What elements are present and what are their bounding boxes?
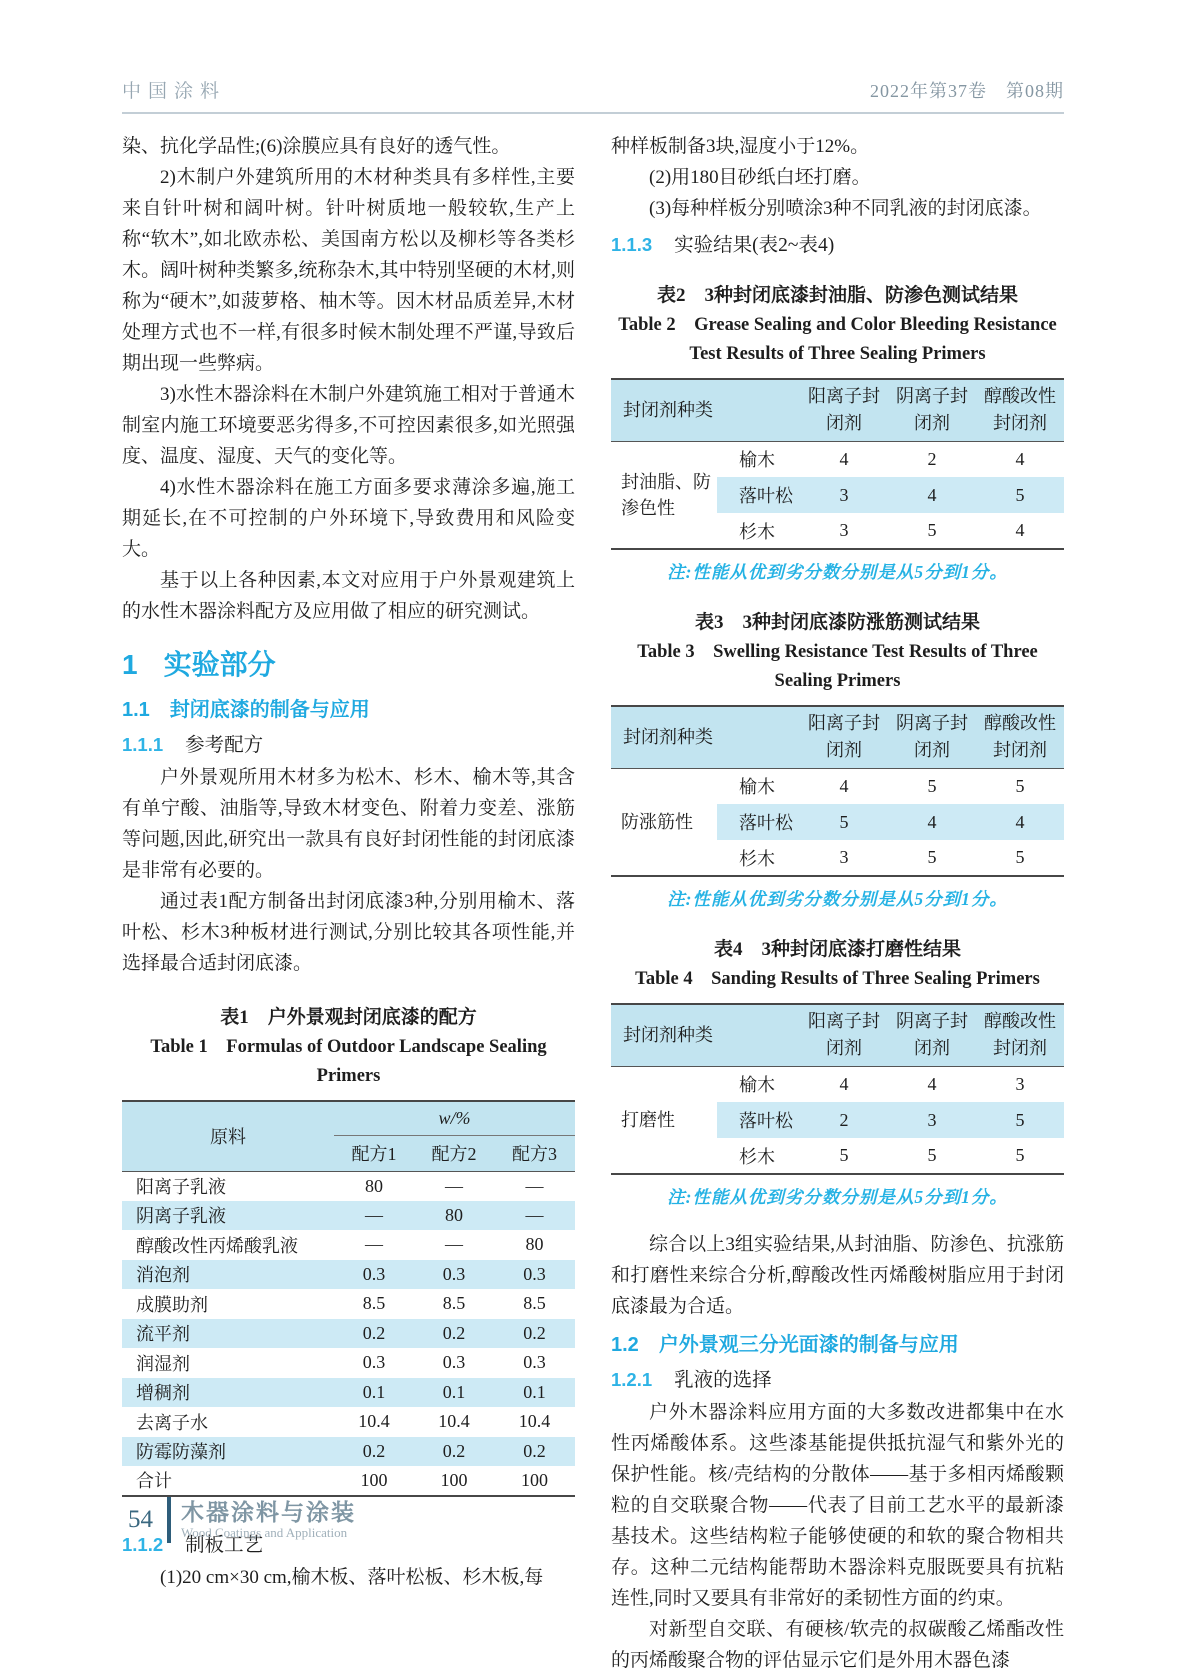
- table-row: [122, 1437, 575, 1467]
- table-cell: 4: [839, 775, 849, 796]
- table-row: [122, 1289, 575, 1319]
- section-title: 实验结果(表2~表4): [674, 235, 835, 256]
- table3-caption-cn: 表3 3种封闭底漆防涨筋测试结果: [694, 612, 980, 633]
- table-cell: 5: [1015, 1145, 1025, 1165]
- table-cell: 5: [927, 1145, 937, 1165]
- table-cell: 4: [888, 477, 976, 513]
- section-heading-1-1-1: [122, 729, 575, 757]
- table-cell: 4: [927, 1073, 937, 1094]
- table-row: [122, 1466, 575, 1496]
- footer-column-block: [181, 1500, 356, 1541]
- table-cell: 10.4: [358, 1411, 390, 1432]
- section-heading-1-2-1: [611, 1364, 1064, 1392]
- table-row: [122, 1260, 575, 1290]
- running-head: [122, 76, 1064, 114]
- table-header-cell: 配方1: [334, 1135, 414, 1171]
- paragraph: 种样板制备3块,湿度小于12%。: [611, 136, 870, 157]
- table2-note: 注:性能从优到劣分数分别是从5分到1分。: [667, 562, 1008, 582]
- table-cell: 0.1: [494, 1378, 575, 1408]
- table-row: [122, 1407, 575, 1437]
- table1-formulas: [122, 1100, 575, 1497]
- table-cell: 8.5: [442, 1293, 466, 1314]
- table-cell: 3: [800, 477, 888, 513]
- table-cell: 80: [414, 1201, 494, 1231]
- table2-caption-cn: 表2 3种封闭底漆封油脂、防渗色测试结果: [656, 285, 1018, 306]
- table-cell: 0.2: [334, 1437, 414, 1467]
- table-cell: 成膜助剂: [136, 1294, 208, 1315]
- section-title: 制板工艺: [185, 1534, 264, 1556]
- table-cell: 0.1: [414, 1378, 494, 1408]
- table-cell: 0.3: [334, 1260, 414, 1290]
- table-row: [122, 1230, 575, 1260]
- table-group-label: 防涨筋性: [611, 768, 717, 876]
- paragraph: (3)每种样板分别喷涂3种不同乳液的封闭底漆。: [649, 198, 1042, 219]
- table-cell: 2: [800, 1102, 888, 1138]
- table-cell: 防霉防藻剂: [122, 1437, 334, 1467]
- table-cell: 5: [800, 804, 888, 840]
- paragraph: 3)水性木器涂料在木制户外建筑施工相对于普通木制室内施工环境要恶劣得多,不可控因素很多,如光照强度、温度、湿度、天气的变化等。: [122, 384, 575, 467]
- table-header-cell: 阳离子封闭剂: [800, 379, 888, 441]
- table-cell: 落叶松: [717, 804, 800, 840]
- section-title: 参考配方: [185, 735, 264, 756]
- table-cell: 5: [1015, 775, 1025, 796]
- section-number: 1.2: [611, 1334, 639, 1356]
- table-header-cell: w/%: [334, 1101, 575, 1135]
- table-row: [122, 1319, 575, 1349]
- page-footer: [128, 1497, 356, 1543]
- table-header-cell: 阳离子封闭剂: [800, 706, 888, 768]
- table1-caption-en: Table 1 Formulas of Outdoor Landscape Sealing Primers: [150, 1037, 547, 1086]
- footer-column-title-cn: 木器涂料与涂装: [181, 1498, 356, 1525]
- table1-caption-cn: 表1 户外景观封闭底漆的配方: [220, 1007, 477, 1028]
- table-cell: 3: [888, 1102, 976, 1138]
- table3-caption: [611, 608, 1064, 696]
- paragraph: (1)20 cm×30 cm,榆木板、落叶松板、杉木板,每: [160, 1566, 544, 1588]
- table-cell: 0.1: [334, 1378, 414, 1408]
- table-cell: 去离子水: [136, 1412, 208, 1433]
- table-cell: 2: [927, 448, 937, 469]
- table-cell: —: [445, 1175, 463, 1196]
- table2-grease-sealing: [611, 378, 1064, 550]
- table-cell: 8.5: [362, 1293, 386, 1314]
- table-cell: 4: [839, 1073, 849, 1094]
- table-cell: 3: [1015, 1073, 1025, 1094]
- table4-caption-cn: 表4 3种封闭底漆打磨性结果: [713, 939, 961, 960]
- table-cell: 5: [976, 477, 1064, 513]
- table-cell: 4: [976, 804, 1064, 840]
- paragraph: 户外景观所用木材多为松木、杉木、榆木等,其含有单宁酸、油脂等,导致木材变色、附着力变差、涨筋等问题,因此,研究出一款具有良好封闭性能的封闭底漆是非常有必要的。: [122, 767, 575, 881]
- table-cell: 0.2: [334, 1319, 414, 1349]
- table3-caption-en: Table 3 Swelling Resistance Test Results of Three Sealing Primers: [637, 642, 1038, 691]
- paragraph: 染、抗化学品性;(6)涂膜应具有良好的透气性。: [122, 136, 511, 157]
- table-cell: 5: [927, 847, 937, 867]
- table-cell: 3: [839, 520, 849, 540]
- table-cell: 8.5: [523, 1293, 546, 1314]
- section-heading-1-2: [611, 1328, 1064, 1357]
- paragraph: 通过表1配方制备出封闭底漆3种,分别用榆木、落叶松、杉木3种板材进行测试,分别比较其各项性能,并选择最合适封闭底漆。: [122, 891, 575, 974]
- table-cell: 醇酸改性丙烯酸乳液: [136, 1235, 298, 1256]
- table-cell: 榆木: [739, 1075, 775, 1096]
- table-header-cell: 配方3: [494, 1135, 575, 1171]
- table-group-label: 封油脂、防渗色性: [611, 441, 717, 549]
- table-cell: 5: [927, 520, 937, 540]
- table-header-cell: 醇酸改性封闭剂: [976, 379, 1064, 441]
- table-cell: 增稠剂: [122, 1378, 334, 1408]
- table-header-cell: 阴离子封闭剂: [888, 1004, 976, 1066]
- section-heading-1-1-3: [611, 229, 1064, 257]
- table-cell: 100: [440, 1469, 468, 1490]
- table-cell: —: [334, 1201, 414, 1231]
- right-column: [611, 131, 1064, 1676]
- table-cell: 杉木: [739, 848, 775, 869]
- table-cell: 合计: [136, 1471, 172, 1492]
- paragraph: 户外木器涂料应用方面的大多数改进都集中在水性丙烯酸体系。这些漆基能提供抵抗湿气和紫外光的保护性能。核/壳结构的分散体——基于多相丙烯酸颗粒的自交联聚合物——代表了目前工艺水平的最新漆基技术。这些结构粒子能够使硬的和软的聚合物相共存。这种二元结构能帮助木器涂料克服既要具有抗粘连性,同时又要具有非常好的柔韧性方面的约束。: [611, 1402, 1064, 1609]
- table-cell: 0.2: [494, 1319, 575, 1349]
- table-cell: 5: [839, 1145, 849, 1165]
- table-cell: 10.4: [438, 1411, 470, 1432]
- table1-caption: [122, 1003, 575, 1091]
- section-number: 1.1.1: [122, 734, 164, 755]
- table-cell: 0.2: [414, 1437, 494, 1467]
- paragraph: (2)用180目砂纸白坯打磨。: [649, 167, 871, 188]
- table-cell: 5: [1015, 847, 1025, 867]
- table-cell: 落叶松: [717, 1102, 800, 1138]
- table-cell: 4: [839, 448, 849, 469]
- table-cell: 100: [521, 1469, 548, 1490]
- section-title: 封闭底漆的制备与应用: [169, 699, 370, 721]
- paragraph: 4)水性木器涂料在施工方面多要求薄涂多遍,施工期延长,在不可控制的户外环境下,导致费用和风险变大。: [122, 477, 575, 560]
- table-header-cell: 封闭剂种类: [611, 379, 800, 441]
- table-cell: 10.4: [518, 1411, 551, 1432]
- table-cell: —: [494, 1201, 575, 1231]
- table-cell: 0.3: [494, 1260, 575, 1290]
- table4-sanding-results: [611, 1003, 1064, 1175]
- table-row: [122, 1201, 575, 1231]
- table2-caption-en: Table 2 Grease Sealing and Color Bleeding Resistance Test Results of Three Sealing Primers: [618, 315, 1057, 364]
- footer-column-title-en: Wood Coatings and Application: [181, 1524, 348, 1540]
- section-title: 户外景观三分光面漆的制备与应用: [658, 1334, 959, 1356]
- paragraph: 对新型自交联、有硬核/软壳的叔碳酸乙烯酯改性的丙烯酸聚合物的评估显示它们是外用木器色漆: [611, 1619, 1064, 1671]
- table-row: [122, 1171, 575, 1201]
- two-column-body: [122, 131, 1064, 1676]
- table4-caption-en: Table 4 Sanding Results of Three Sealing Primers: [635, 969, 1040, 989]
- table-cell: 榆木: [739, 777, 775, 798]
- table-cell: 3: [839, 847, 849, 867]
- table2-caption: [611, 281, 1064, 369]
- table3-note: 注:性能从优到劣分数分别是从5分到1分。: [667, 889, 1008, 909]
- table-cell: 4: [1015, 448, 1025, 469]
- paragraph: 综合以上3组实验结果,从封油脂、防渗色、抗涨筋和打磨性来综合分析,醇酸改性丙烯酸树脂应用于封闭底漆最为合适。: [611, 1234, 1064, 1317]
- table-cell: 0.3: [414, 1260, 494, 1290]
- table-cell: 消泡剂: [122, 1260, 334, 1290]
- table-header-cell: 配方2: [414, 1135, 494, 1171]
- section-title: 实验部分: [163, 649, 276, 680]
- table-header-cell: 阳离子封闭剂: [800, 1004, 888, 1066]
- table-cell: —: [525, 1175, 544, 1196]
- table-cell: 100: [360, 1469, 388, 1490]
- table4-caption: [611, 935, 1064, 994]
- table-cell: 杉木: [739, 521, 775, 542]
- table-cell: —: [365, 1234, 383, 1255]
- left-column: [122, 131, 575, 1676]
- table-row: [611, 441, 1064, 477]
- table4-note: 注:性能从优到劣分数分别是从5分到1分。: [667, 1187, 1008, 1207]
- table-cell: —: [445, 1234, 463, 1255]
- table-row: [122, 1378, 575, 1408]
- table-group-label: 打磨性: [611, 1066, 717, 1174]
- table-cell: 5: [976, 1102, 1064, 1138]
- table-cell: 阳离子乳液: [136, 1177, 226, 1197]
- table-cell: 5: [927, 775, 937, 796]
- table-header-cell: 醇酸改性封闭剂: [976, 706, 1064, 768]
- table-cell: 0.3: [523, 1352, 546, 1373]
- table-cell: 杉木: [739, 1146, 775, 1167]
- table-cell: 0.2: [414, 1319, 494, 1349]
- table-cell: 80: [525, 1234, 544, 1255]
- table-cell: 80: [365, 1175, 383, 1196]
- table-header-cell: 封闭剂种类: [611, 706, 800, 768]
- section-number: 1.2.1: [611, 1369, 653, 1390]
- table-cell: 润湿剂: [136, 1353, 190, 1374]
- section-title: 乳液的选择: [674, 1370, 772, 1391]
- section-heading-1-1: [122, 693, 575, 722]
- table3-swelling-resistance: [611, 705, 1064, 877]
- table-cell: 阴离子乳液: [122, 1201, 334, 1231]
- table-header-cell: 原料: [122, 1101, 334, 1171]
- section-number: 1: [122, 649, 138, 680]
- footer-divider-bar: [167, 1497, 171, 1543]
- page-number: 54: [128, 1506, 153, 1533]
- table-row: [122, 1348, 575, 1378]
- section-heading-1: [122, 643, 575, 683]
- table-cell: 榆木: [739, 450, 775, 471]
- table-cell: 0.3: [442, 1352, 466, 1373]
- journal-name: 中国涂料: [122, 81, 227, 102]
- paragraph: 2)木制户外建筑所用的木材种类具有多样性,主要来自针叶树和阔叶树。针叶树质地一般较软,生产上称“软木”,如北欧赤松、美国南方松以及柳杉等各类杉木。阔叶树种类繁多,统称杂木,其中特别坚硬的木材,则称为“硬木”,如菠萝格、柚木等。因木材品质差异,木材处理方式也不一样,有很多时候木制处理不严谨,导致后期出现一些弊病。: [122, 167, 575, 374]
- section-number: 1.1.3: [611, 234, 653, 255]
- table-header-cell: 阴离子封闭剂: [888, 379, 976, 441]
- table-row: [611, 1066, 1064, 1102]
- table-row: [611, 768, 1064, 804]
- table-header-cell: 醇酸改性封闭剂: [976, 1004, 1064, 1066]
- table-cell: 流平剂: [122, 1319, 334, 1349]
- table-cell: 4: [1015, 520, 1025, 540]
- table-cell: 0.3: [362, 1352, 386, 1373]
- table-header-cell: 阴离子封闭剂: [888, 706, 976, 768]
- table-cell: 落叶松: [717, 477, 800, 513]
- table-cell: 4: [888, 804, 976, 840]
- table-cell: 0.2: [494, 1437, 575, 1467]
- table-header-cell: 封闭剂种类: [611, 1004, 800, 1066]
- issue-info: 2022年第37卷 第08期: [870, 81, 1064, 101]
- section-number: 1.1.2: [122, 1533, 164, 1555]
- paragraph: 基于以上各种因素,本文对应用于户外景观建筑上的水性木器涂料配方及应用做了相应的研究测试。: [122, 570, 575, 622]
- section-number: 1.1: [122, 699, 150, 721]
